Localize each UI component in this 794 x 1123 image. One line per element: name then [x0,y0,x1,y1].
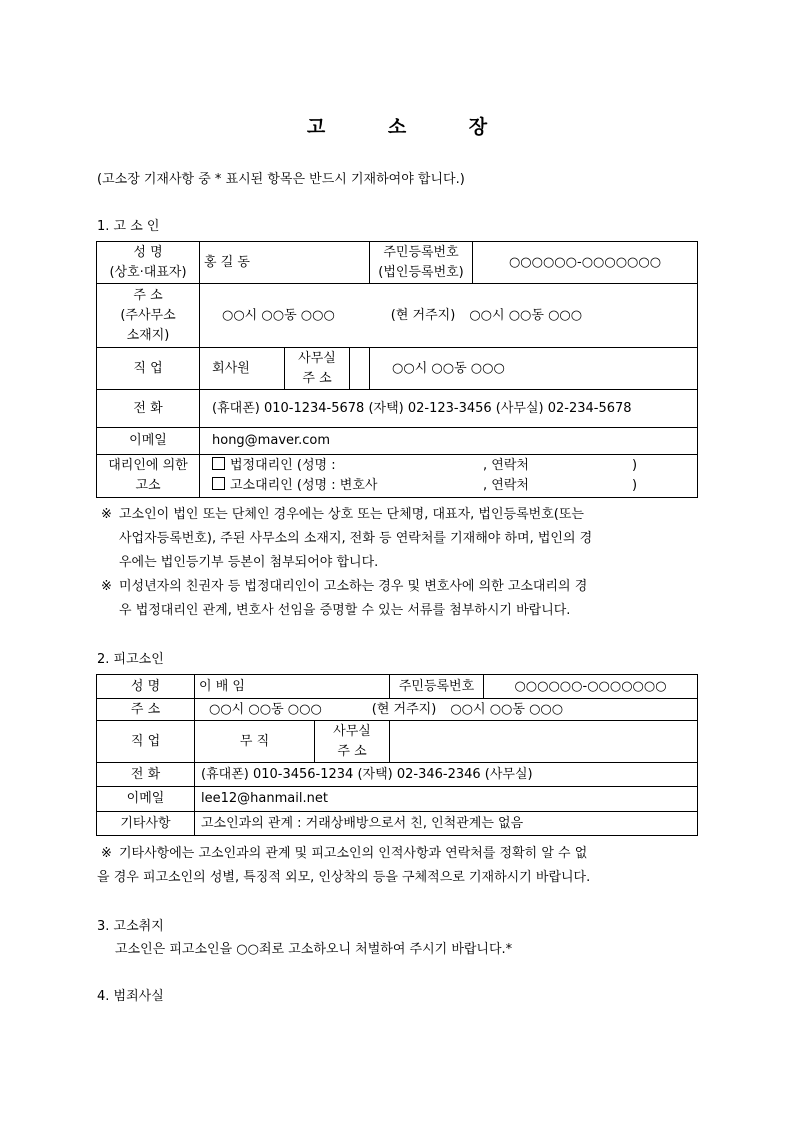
note-line: 미성년자의 친권자 등 법정대리인이 고소하는 경우 및 변호사에 의한 고소대리의 경 [119,579,588,594]
complainant-job-label: 직 업 [97,348,200,390]
complainant-id-label: 주민등록번호 (법인등록번호) [370,242,473,284]
legal-agent-contact-label: , 연락처 [483,458,529,473]
complainant-email-value[interactable]: hong@maver.com [200,428,698,455]
complainant-office-value[interactable]: ○○시 ○○동 ○○○ [370,348,698,390]
complainant-notes [97,503,697,623]
accused-id-label: 주민등록번호 [390,675,484,699]
note-mark: ※ [101,507,112,522]
complainant-job-value[interactable]: 회사원 [200,348,285,390]
legal-agent-label: 법정대리인 (성명 : [230,458,336,473]
accused-table [96,674,698,836]
intro-text: (고소장 기재사항 중 * 표시된 항목은 반드시 기재하여야 합니다.) [97,172,465,187]
attorney-agent-label: 고소대리인 (성명 : 변호사 [230,478,378,493]
accused-phone-value[interactable]: (휴대폰) 010-3456-1234 (자택) 02-346-2346 (사무실) [195,763,698,787]
accused-job-value[interactable]: 무 직 [195,721,315,763]
section-heading-complainant: 1. 고 소 인 [97,219,160,234]
accused-id-value[interactable]: ○○○○○○-○○○○○○○ [484,675,698,699]
accused-name-value[interactable]: 이 배 임 [195,675,390,699]
complainant-agent-options [200,455,698,498]
accused-name-label: 성 명 [97,675,195,699]
note-line: 고소인이 법인 또는 단체인 경우에는 상호 또는 단체명, 대표자, 법인등록번호(또는 [119,507,584,522]
complainant-agent-label: 대리인에 의한 고소 [97,455,200,498]
complainant-office-label: 사무실 주 소 [285,348,370,390]
attorney-agent-contact-label: , 연락처 [483,478,529,493]
complainant-phone-label: 전 화 [97,390,200,428]
note-line: 우 법정대리인 관계, 변호사 선임을 증명할 수 있는 서류를 첨부하시기 바랍니다. [119,603,571,618]
accused-email-value[interactable]: lee12@hanmail.net [195,787,698,812]
section-heading-facts: 4. 범죄사실 [97,989,164,1004]
complainant-email-label: 이메일 [97,428,200,455]
legal-agent-checkbox[interactable] [212,457,225,470]
attorney-agent-close-paren: ) [632,478,638,493]
accused-notes [97,842,697,890]
complainant-name-label: 성 명 (상호·대표자) [97,242,200,284]
complainant-id-value[interactable]: ○○○○○○-○○○○○○○ [473,242,698,284]
note-line: 우에는 법인등기부 등본이 첨부되어야 합니다. [119,555,379,570]
note-line: 사업자등록번호), 주된 사무소의 소재지, 전화 등 연락처를 기재해야 하며, 법인의 경 [119,531,593,546]
purpose-text: 고소인은 피고소인을 ○○죄로 고소하오니 처벌하여 주시기 바랍니다.* [115,942,513,957]
accused-phone-label: 전 화 [97,763,195,787]
complainant-address-value[interactable]: ○○시 ○○동 ○○○ (현 거주지) ○○시 ○○동 ○○○ [200,284,698,348]
accused-office-label: 사무실 주 소 [315,721,390,763]
legal-agent-close-paren: ) [632,458,638,473]
complainant-phone-value[interactable]: (휴대폰) 010-1234-5678 (자택) 02-123-3456 (사무실) 02-234-5678 [200,390,698,428]
accused-job-label: 직 업 [97,721,195,763]
complainant-table [96,241,698,498]
page-title: 고 소 장 [306,116,516,138]
accused-other-value[interactable]: 고소인과의 관계 : 거래상배방으로서 친, 인척관계는 없음 [195,812,698,836]
accused-email-label: 이메일 [97,787,195,812]
accused-address-label: 주 소 [97,699,195,721]
note-mark: ※ [101,846,112,861]
complainant-address-label: 주 소 (주사무소 소재지) [97,284,200,348]
section-heading-accused: 2. 피고소인 [97,652,164,667]
accused-other-label: 기타사항 [97,812,195,836]
accused-office-value[interactable] [390,721,698,763]
note-line: 기타사항에는 고소인과의 관계 및 피고소인의 인적사항과 연락처를 정확히 알 수 없 [119,846,588,861]
attorney-agent-checkbox[interactable] [212,477,225,490]
complainant-name-value[interactable]: 홍 길 동 [200,242,370,284]
accused-address-value[interactable]: ○○시 ○○동 ○○○ (현 거주지) ○○시 ○○동 ○○○ [195,699,698,721]
note-mark: ※ [101,579,112,594]
note-line: 을 경우 피고소인의 성별, 특징적 외모, 인상착의 등을 구체적으로 기재하시기 바랍니다. [97,870,591,885]
section-heading-purpose: 3. 고소취지 [97,919,164,934]
